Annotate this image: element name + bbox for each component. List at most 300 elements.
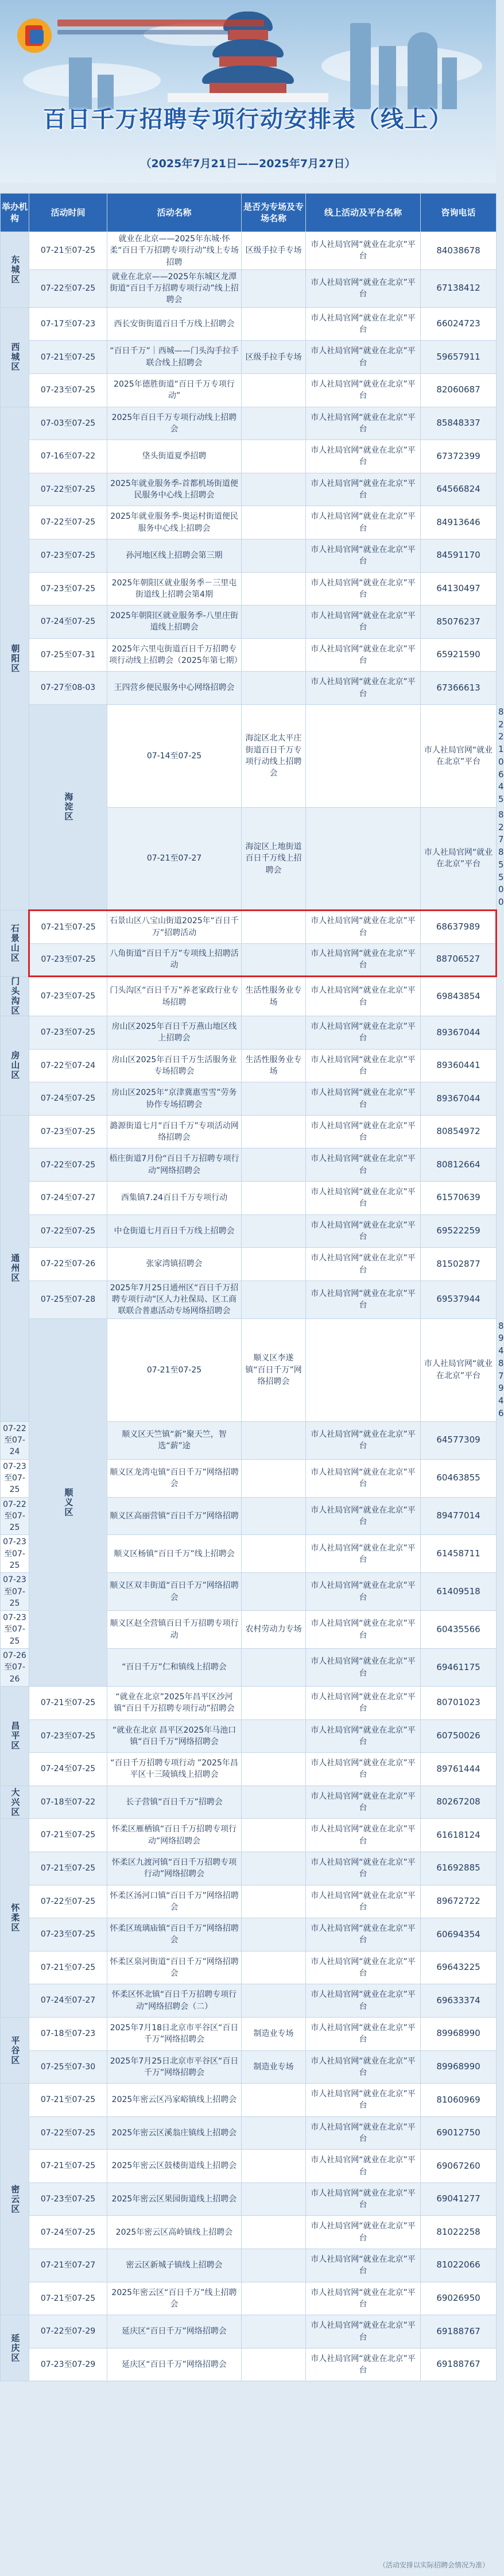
event-name-cell: 石景山区八宝山街道2025年“百日千万”招聘活动: [107, 910, 242, 943]
platform-cell: 市人社局官网“就业在北京”平台: [306, 1115, 421, 1148]
time-cell: 07-25至07-30: [29, 2050, 107, 2084]
phone-cell: 89477014: [421, 1497, 497, 1535]
special-session-cell: [242, 1885, 306, 1918]
event-name-cell: 延庆区“百日千万”网络招聘会: [107, 2315, 242, 2349]
event-name-cell: 2025年7月18日北京市平谷区“百日千万”网络招聘会: [107, 2017, 242, 2050]
table-row: [1, 1719, 497, 1753]
table-row: [1, 606, 497, 639]
time-cell: 07-21至07-27: [107, 807, 242, 910]
platform-cell: 市人社局官网“就业在北京”平台: [306, 1918, 421, 1952]
table-row: [1, 307, 497, 341]
phone-cell: 80854972: [421, 1115, 497, 1148]
platform-cell: 市人社局官网“就业在北京”平台: [306, 539, 421, 572]
platform-cell: 市人社局官网“就业在北京”平台: [306, 1573, 421, 1611]
time-cell: 07-23至07-25: [29, 1016, 107, 1050]
event-name-cell: 王四营乡便民服务中心网络招聘会: [107, 672, 242, 705]
platform-cell: 市人社局官网“就业在北京”平台: [306, 1082, 421, 1116]
event-name-cell: 2025年密云区果园街道线上招聘会: [107, 2182, 242, 2216]
phone-cell: 89367044: [421, 1016, 497, 1050]
table-row: [1, 440, 497, 473]
table-row: [1, 1214, 497, 1248]
platform-cell: 市人社局官网“就业在北京”平台: [306, 977, 421, 1016]
phone-cell: 89761444: [421, 1753, 497, 1786]
event-name-cell: 怀柔区雁栖镇“百日千万招聘专项行动”网络招聘会: [107, 1819, 242, 1852]
table-row: [1, 2315, 497, 2349]
phone-cell: 84591170: [421, 539, 497, 572]
column-header: 咨询电话: [421, 194, 497, 232]
platform-cell: 市人社局官网“就业在北京”平台: [306, 1852, 421, 1885]
platform-cell: 市人社局官网“就业在北京”平台: [306, 1182, 421, 1215]
column-header: 举办机构: [1, 194, 29, 232]
time-cell: 07-22至07-24: [29, 1049, 107, 1082]
platform-cell: 市人社局官网“就业在北京”平台: [306, 672, 421, 705]
table-row: [1, 2150, 497, 2183]
district-cell: 东城区: [1, 232, 29, 308]
table-row: [1, 1885, 497, 1918]
event-name-cell: 八角街道“百日千万”专项线上招聘活动: [107, 943, 242, 977]
logo: [16, 17, 53, 54]
special-session-cell: [242, 539, 306, 572]
phone-cell: 69522259: [421, 1214, 497, 1248]
table-row: [1, 1819, 497, 1852]
phone-cell: 81060969: [421, 2084, 497, 2117]
special-session-cell: [242, 1459, 306, 1497]
special-session-cell: [242, 2216, 306, 2249]
district-cell: 西城区: [1, 307, 29, 407]
time-cell: 07-23至07-25: [29, 539, 107, 572]
time-cell: 07-23至07-25: [29, 1115, 107, 1148]
phone-cell: 64566824: [421, 473, 497, 506]
phone-cell: 64577309: [421, 1421, 497, 1459]
time-cell: 07-23至07-25: [29, 943, 107, 977]
time-cell: 07-17至07-23: [29, 307, 107, 341]
event-name-cell: 怀柔区泉河街道“百日千万”网络招聘会: [107, 1951, 242, 1984]
special-session-cell: 农村劳动力专场: [242, 1611, 306, 1649]
time-cell: 07-24至07-25: [29, 2216, 107, 2249]
column-header: 线上活动及平台名称: [306, 194, 421, 232]
time-cell: 07-21至07-25: [29, 341, 107, 374]
platform-cell: 市人社局官网“就业在北京”平台: [306, 943, 421, 977]
special-session-cell: [242, 1016, 306, 1050]
district-cell: 大兴区: [1, 1786, 29, 1819]
platform-cell: 市人社局官网“就业在北京”平台: [306, 1421, 421, 1459]
special-session-cell: [242, 2150, 306, 2183]
special-session-cell: [242, 1535, 306, 1573]
district-cell: 海淀区: [29, 704, 107, 910]
schedule-table: [0, 193, 504, 2381]
time-cell: 07-27至08-03: [29, 672, 107, 705]
event-name-cell: 张家湾镇招聘会: [107, 1248, 242, 1281]
table-row: [1, 1016, 497, 1050]
table-row: [1, 539, 497, 572]
platform-cell: 市人社局官网“就业在北京”平台: [306, 1786, 421, 1819]
time-cell: 07-24至07-25: [29, 606, 107, 639]
phone-cell: 60750026: [421, 1719, 497, 1753]
platform-cell: 市人社局官网“就业在北京”平台: [306, 407, 421, 440]
time-cell: 07-24至07-25: [29, 1753, 107, 1786]
special-session-cell: [242, 1984, 306, 2018]
platform-cell: 市人社局官网“就业在北京”平台: [306, 1719, 421, 1753]
phone-cell: 69188767: [421, 2315, 497, 2349]
table-row: [1, 2216, 497, 2249]
time-cell: 07-21至07-25: [29, 1951, 107, 1984]
event-name-cell: 梧庄街道7月份“百日千万招聘专项行动”网络招聘会: [107, 1148, 242, 1182]
table-row: [1, 2348, 497, 2381]
special-session-cell: [242, 1786, 306, 1819]
table-row: [1, 2182, 497, 2216]
platform-cell: 市人社局官网“就业在北京”平台: [306, 341, 421, 374]
phone-cell: 61570639: [421, 1182, 497, 1215]
district-cell: 门头沟区: [1, 977, 29, 1016]
date-range: （2025年7月21日——2025年7月27日）: [140, 157, 356, 170]
platform-cell: 市人社局官网“就业在北京”平台: [306, 269, 421, 307]
event-name-cell: 2025年密云区冯家峪镇线上招聘会: [107, 2084, 242, 2117]
special-session-cell: [242, 2084, 306, 2117]
special-session-cell: [242, 1753, 306, 1786]
time-cell: 07-22至07-25: [29, 2116, 107, 2150]
column-header: 是否为专场及专场名称: [242, 194, 306, 232]
phone-cell: 80812664: [421, 1148, 497, 1182]
platform-cell: 市人社局官网“就业在北京”平台: [306, 473, 421, 506]
district-cell: 房山区: [1, 1016, 29, 1116]
platform-cell: 市人社局官网“就业在北京”平台: [306, 2282, 421, 2315]
platform-cell: 市人社局官网“就业在北京”平台: [306, 1535, 421, 1573]
phone-cell: 69643225: [421, 1951, 497, 1984]
event-name-cell: 中仓街道七月百日千万线上招聘会: [107, 1214, 242, 1248]
district-cell: 延庆区: [1, 2315, 29, 2381]
time-cell: 07-18至07-23: [29, 2017, 107, 2050]
phone-cell: 61692885: [421, 1852, 497, 1885]
table-row: [1, 1753, 497, 1786]
special-session-cell: [306, 704, 421, 807]
special-session-cell: 制造业专场: [242, 2017, 306, 2050]
platform-cell: 市人社局官网“就业在北京”平台: [306, 1686, 421, 1719]
header-banner: [0, 0, 496, 183]
time-cell: 07-22至07-25: [29, 1214, 107, 1248]
table-row: [1, 1786, 497, 1819]
phone-cell: 60435566: [421, 1611, 497, 1649]
event-name-cell: “就业在北京 昌平区2025年马池口镇“百日千万”网络招聘会: [107, 1719, 242, 1753]
time-cell: 07-23至07-25: [29, 2182, 107, 2216]
platform-cell: 市人社局官网“就业在北京”平台: [306, 1984, 421, 2018]
special-session-cell: [242, 473, 306, 506]
table-row: 07-21至07-27 海淀区上地街道百日千万线上招聘会 市人社局官网“就业在北京”平台 82785500: [1, 807, 497, 910]
platform-cell: 市人社局官网“就业在北京”平台: [306, 1497, 421, 1535]
time-cell: 07-24至07-25: [29, 1082, 107, 1116]
district-cell: 密云区: [1, 2084, 29, 2315]
time-cell: 07-25至07-28: [29, 1281, 107, 1318]
event-name-cell: 就业在北京——2025年东城·怀柔“百日千万招聘专项行动”线上专场招聘: [107, 232, 242, 270]
table-row: [1, 2050, 497, 2084]
platform-cell: 市人社局官网“就业在北京”平台: [306, 440, 421, 473]
time-cell: 07-26至07-26: [1, 1649, 29, 1687]
special-session-cell: [242, 1115, 306, 1148]
phone-cell: 89968990: [421, 2017, 497, 2050]
time-cell: 07-03至07-25: [29, 407, 107, 440]
event-name-cell: 2025年密云区溪翁庄镇线上招聘会: [107, 2116, 242, 2150]
special-session-cell: 生活性服务业专场: [242, 977, 306, 1016]
event-name-cell: 2025年7月25日北京市平谷区“百日千万”网络招聘会: [107, 2050, 242, 2084]
special-session-cell: [242, 1281, 306, 1318]
special-session-cell: [242, 910, 306, 943]
table-row: [1, 2084, 497, 2117]
table-row: [1, 373, 497, 407]
platform-cell: 市人社局官网“就业在北京”平台: [306, 606, 421, 639]
special-session-cell: [306, 1318, 421, 1421]
platform-cell: 市人社局官网“就业在北京”平台: [306, 2348, 421, 2381]
time-cell: 07-21至07-25: [107, 1318, 242, 1421]
special-session-cell: [242, 1497, 306, 1535]
phone-cell: 67366613: [421, 672, 497, 705]
time-cell: 07-22至07-29: [29, 2315, 107, 2349]
phone-cell: 69537944: [421, 1281, 497, 1318]
platform-cell: 市人社局官网“就业在北京”平台: [306, 1649, 421, 1687]
time-cell: 07-22至07-25: [29, 1148, 107, 1182]
table-row: [1, 341, 497, 374]
event-name-cell: 顺义区李遂镇“百日千万”网络招聘会: [242, 1318, 306, 1421]
phone-cell: 84038678: [421, 232, 497, 270]
table-row: [1, 1686, 497, 1719]
special-session-cell: [242, 1951, 306, 1984]
table-row: [1, 1951, 497, 1984]
time-cell: 07-23至07-25: [1, 1573, 29, 1611]
time-cell: 07-23至07-25: [29, 1918, 107, 1952]
phone-cell: 64130497: [421, 572, 497, 606]
phone-cell: 80701023: [421, 1686, 497, 1719]
table-row: [1, 1082, 497, 1116]
phone-cell: 85848337: [421, 407, 497, 440]
time-cell: 07-21至07-25: [29, 1819, 107, 1852]
phone-cell: 69843854: [421, 977, 497, 1016]
event-name-cell: 怀柔区怀北镇“百日千万招聘专项行动”网络招聘会（二）: [107, 1984, 242, 2018]
event-name-cell: 2025年六里屯街道百日千万招聘专项行动线上招聘会（2025年第七期）: [107, 638, 242, 672]
event-name-cell: 海淀区北太平庄街道百日千万专项行动线上招聘会: [242, 704, 306, 807]
special-session-cell: [242, 606, 306, 639]
page-title: 百日千万招聘专项行动安排表（线上）: [43, 106, 453, 133]
time-cell: 07-24至07-27: [29, 1182, 107, 1215]
special-session-cell: [242, 1182, 306, 1215]
special-session-cell: [242, 269, 306, 307]
platform-cell: 市人社局官网“就业在北京”平台: [306, 2084, 421, 2117]
event-name-cell: 就业在北京——2025年东城区龙潭街道“百日千万招聘专项行动”线上招聘会: [107, 269, 242, 307]
event-name-cell: 2025年密云区鼓楼街道线上招聘会: [107, 2150, 242, 2183]
phone-cell: 89367044: [421, 1082, 497, 1116]
time-cell: 07-21至07-25: [29, 1686, 107, 1719]
special-session-cell: [306, 807, 421, 910]
platform-cell: 市人社局官网“就业在北京”平台: [421, 704, 497, 807]
table-row: [1, 2282, 497, 2315]
special-session-cell: [242, 2315, 306, 2349]
table-row: [1, 2116, 497, 2150]
event-name-cell: “百日千万”仁和镇线上招聘会: [107, 1649, 242, 1687]
phone-cell: 84913646: [421, 506, 497, 539]
column-header: 活动时间: [29, 194, 107, 232]
event-name-cell: 2025年密云区高岭镇线上招聘会: [107, 2216, 242, 2249]
phone-cell: 69026950: [421, 2282, 497, 2315]
special-session-cell: [242, 407, 306, 440]
event-name-cell: 顺义区天竺镇“新”聚天竺，智选“薪”途: [107, 1421, 242, 1459]
table-row: [1, 1049, 497, 1082]
table-row: [1, 672, 497, 705]
logo-text: [57, 20, 298, 37]
table-row: [1, 2249, 497, 2282]
time-cell: 07-23至07-25: [29, 572, 107, 606]
event-name-cell: 2025年百日千万专项行动线上招聘会: [107, 407, 242, 440]
district-cell: 平谷区: [1, 2017, 29, 2083]
platform-cell: 市人社局官网“就业在北京”平台: [306, 1819, 421, 1852]
table-row: [1, 1115, 497, 1148]
special-session-cell: [242, 638, 306, 672]
phone-cell: 68637989: [421, 910, 497, 943]
special-session-cell: [242, 1819, 306, 1852]
event-name-cell: 2025年7月25日通州区“百日千万招聘专项行动”区人力社保局、区工商联联合普惠活动专场网络招聘会: [107, 1281, 242, 1318]
event-name-cell: 顺义区龙湾屯镇“百日千万”网络招聘会: [107, 1459, 242, 1497]
event-name-cell: 垡头街道夏季招聘: [107, 440, 242, 473]
phone-cell: 69188767: [421, 2348, 497, 2381]
special-session-cell: [242, 1248, 306, 1281]
event-name-cell: 2025年朝阳区就业服务季-八里庄街道线上招聘会: [107, 606, 242, 639]
time-cell: 07-21至07-25: [29, 2282, 107, 2315]
table-row: [1, 2017, 497, 2050]
platform-cell: 市人社局官网“就业在北京”平台: [306, 506, 421, 539]
time-cell: 07-21至07-25: [29, 232, 107, 270]
time-cell: 07-21至07-27: [29, 2249, 107, 2282]
table-row: [1, 943, 497, 977]
platform-cell: 市人社局官网“就业在北京”平台: [306, 1753, 421, 1786]
table-row: [1, 910, 497, 943]
platform-cell: 市人社局官网“就业在北京”平台: [306, 1281, 421, 1318]
footnote: （活动安排以实际招聘会情况为准）: [378, 2561, 489, 2569]
special-session-cell: [242, 2348, 306, 2381]
time-cell: 07-22至07-25: [29, 1885, 107, 1918]
time-cell: 07-21至07-25: [29, 910, 107, 943]
event-name-cell: 顺义区双丰街道“百日千万”网络招聘会: [107, 1573, 242, 1611]
time-cell: 07-23至07-25: [29, 977, 107, 1016]
phone-cell: 89672722: [421, 1885, 497, 1918]
table-row: [1, 407, 497, 440]
platform-cell: 市人社局官网“就业在北京”平台: [306, 2182, 421, 2216]
platform-cell: 市人社局官网“就业在北京”平台: [306, 1248, 421, 1281]
phone-cell: 60463855: [421, 1459, 497, 1497]
phone-cell: 81022066: [421, 2249, 497, 2282]
platform-cell: 市人社局官网“就业在北京”平台: [306, 1951, 421, 1984]
event-name-cell: 顺义区杨镇“百日千万”线上招聘会: [107, 1535, 242, 1573]
time-cell: 07-23至07-25: [1, 1611, 29, 1649]
phone-cell: 89968990: [421, 2050, 497, 2084]
time-cell: 07-23至07-25: [29, 373, 107, 407]
special-session-cell: [242, 373, 306, 407]
time-cell: 07-21至07-25: [29, 1852, 107, 1885]
time-cell: 07-16至07-22: [29, 440, 107, 473]
special-session-cell: [242, 2249, 306, 2282]
phone-cell: 69067260: [421, 2150, 497, 2183]
special-session-cell: [242, 1686, 306, 1719]
platform-cell: 市人社局官网“就业在北京”平台: [306, 2150, 421, 2183]
platform-cell: 市人社局官网“就业在北京”平台: [306, 2249, 421, 2282]
table-row: [1, 269, 497, 307]
special-session-cell: [242, 1852, 306, 1885]
special-session-cell: [242, 2116, 306, 2150]
event-name-cell: “百日千万”｜西城——门头沟手拉手联合线上招聘会: [107, 341, 242, 374]
phone-cell: 88706527: [421, 943, 497, 977]
special-session-cell: [242, 1214, 306, 1248]
event-name-cell: 房山区2025年百日千万生活服务业专场招聘会: [107, 1049, 242, 1082]
special-session-cell: [242, 1719, 306, 1753]
table-row: 顺义区 07-21至07-25 顺义区李遂镇“百日千万”网络招聘会 市人社局官网“就业在北京”平台 89487946: [1, 1318, 497, 1421]
time-cell: 07-23至07-25: [1, 1535, 29, 1573]
special-session-cell: [242, 943, 306, 977]
phone-cell: 81502877: [421, 1248, 497, 1281]
table-row: [1, 1248, 497, 1281]
event-name-cell: 密云区新城子镇线上招聘会: [107, 2249, 242, 2282]
event-name-cell: “百日千万招聘专项行动 ”2025年昌平区十三陵镇线上招聘会: [107, 1753, 242, 1786]
phone-cell: 69012750: [421, 2116, 497, 2150]
table-row: [1, 1148, 497, 1182]
time-cell: 07-23至07-29: [29, 2348, 107, 2381]
platform-cell: 市人社局官网“就业在北京”平台: [306, 1459, 421, 1497]
platform-cell: 市人社局官网“就业在北京”平台: [306, 1214, 421, 1248]
platform-cell: 市人社局官网“就业在北京”平台: [306, 2017, 421, 2050]
phone-cell: 80267208: [421, 1786, 497, 1819]
platform-cell: 市人社局官网“就业在北京”平台: [306, 232, 421, 270]
event-name-cell: 2025年朝阳区就业服务季－三里屯街道线上招聘会第4期: [107, 572, 242, 606]
special-session-cell: [242, 1082, 306, 1116]
table-row: [1, 473, 497, 506]
event-name-cell: 怀柔区九渡河镇“百日千万招聘专项行动”网络招聘会: [107, 1852, 242, 1885]
special-session-cell: [242, 1421, 306, 1459]
phone-cell: 60694354: [421, 1918, 497, 1952]
phone-cell: 89360441: [421, 1049, 497, 1082]
time-cell: 07-23至07-25: [29, 1719, 107, 1753]
table-row: [1, 1918, 497, 1952]
event-name-cell: 怀柔区汤河口镇“百日千万”网络招聘会: [107, 1885, 242, 1918]
special-session-cell: 区级手拉手专场: [242, 232, 306, 270]
time-cell: 07-25至07-31: [29, 638, 107, 672]
table-row: [1, 1984, 497, 2018]
phone-cell: 59657911: [421, 341, 497, 374]
event-name-cell: 怀柔区琉璃庙镇“百日千万”网络招聘会: [107, 1918, 242, 1952]
event-name-cell: 孙河地区线上招聘会第三期: [107, 539, 242, 572]
platform-cell: 市人社局官网“就业在北京”平台: [306, 1148, 421, 1182]
phone-cell: 61458711: [421, 1535, 497, 1573]
time-cell: 07-14至07-25: [107, 704, 242, 807]
special-session-cell: [242, 1148, 306, 1182]
table-row: [1, 1182, 497, 1215]
platform-cell: 市人社局官网“就业在北京”平台: [306, 2116, 421, 2150]
time-cell: 07-22至07-25: [29, 506, 107, 539]
table-row: [1, 572, 497, 606]
phone-cell: 65921590: [421, 638, 497, 672]
table-row: 海淀区 07-14至07-25 海淀区北太平庄街道百日千万专项行动线上招聘会 市人社局官网“就业在北京”平台 82210645: [1, 704, 497, 807]
table-row: [1, 1281, 497, 1318]
district-cell: 顺义区: [29, 1318, 107, 1686]
platform-cell: 市人社局官网“就业在北京”平台: [306, 307, 421, 341]
phone-cell: 61409518: [421, 1573, 497, 1611]
platform-cell: 市人社局官网“就业在北京”平台: [306, 638, 421, 672]
special-session-cell: [242, 506, 306, 539]
district-cell: 昌平区: [1, 1686, 29, 1786]
time-cell: 07-21至07-25: [29, 2084, 107, 2117]
platform-cell: 市人社局官网“就业在北京”平台: [306, 1885, 421, 1918]
time-cell: 07-18至07-22: [29, 1786, 107, 1819]
phone-cell: 67372399: [421, 440, 497, 473]
district-cell: 怀柔区: [1, 1819, 29, 2018]
time-cell: 07-22至07-24: [1, 1421, 29, 1459]
special-session-cell: [242, 672, 306, 705]
table-row: [1, 506, 497, 539]
platform-cell: 市人社局官网“就业在北京”平台: [306, 2315, 421, 2349]
district-cell: 石景山区: [1, 910, 29, 976]
